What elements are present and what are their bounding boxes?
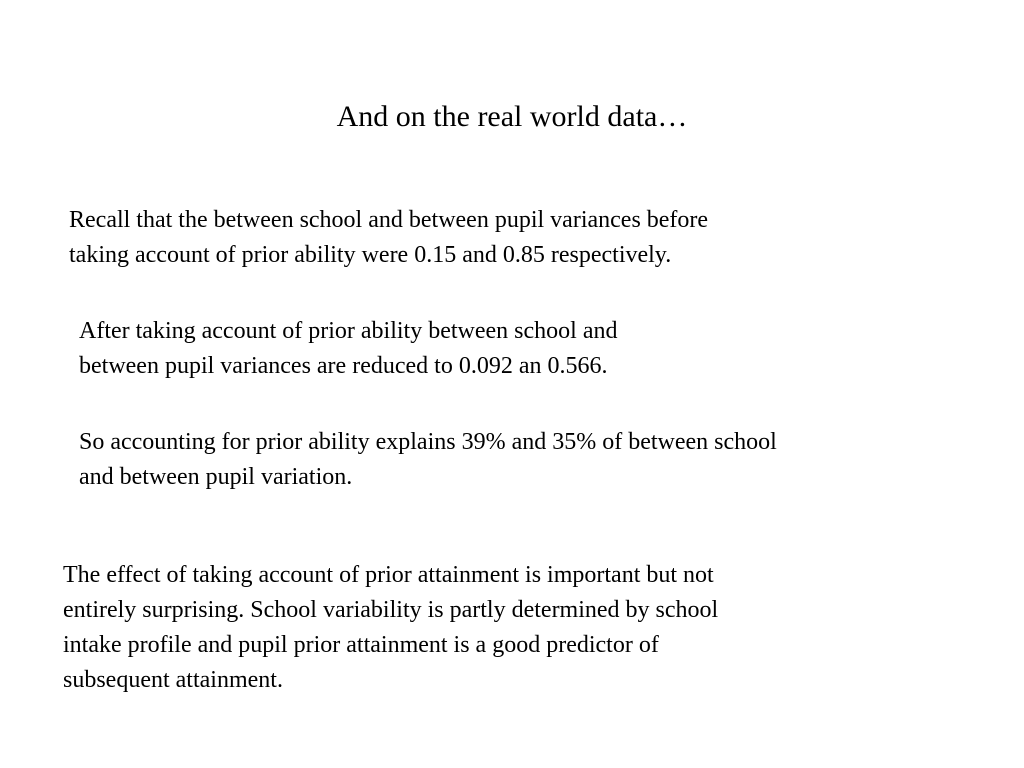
text-line: Recall that the between school and between pupil variances before (69, 207, 709, 233)
slide-title: And on the real world data… (336, 100, 688, 133)
paragraph-variances-before (69, 203, 708, 273)
text-line: between pupil variances are reduced to 0.092 an 0.566. (79, 353, 608, 379)
text-line: taking account of prior ability were 0.15 and 0.85 respectively. (69, 242, 672, 268)
paragraph-conclusion (63, 558, 718, 698)
text-line: So accounting for prior ability explains 39% and 35% of between school (79, 429, 777, 455)
text-line: The effect of taking account of prior attainment is important but not (63, 562, 714, 588)
text-line: entirely surprising. School variability is partly determined by school (63, 597, 719, 623)
text-line: subsequent attainment. (63, 667, 283, 693)
paragraph-variation-explained (79, 425, 777, 495)
paragraph-variances-after (79, 314, 618, 384)
text-line: intake profile and pupil prior attainment is a good predictor of (63, 632, 659, 658)
text-line: After taking account of prior ability between school and (79, 318, 618, 344)
text-line: and between pupil variation. (79, 464, 353, 490)
